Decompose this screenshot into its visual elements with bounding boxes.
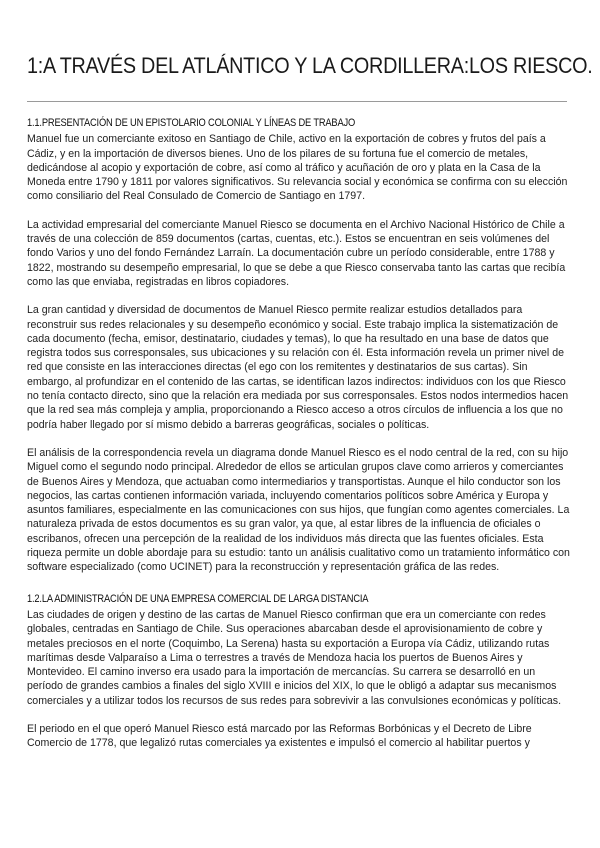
section-heading: 1.2.LA ADMINISTRACIÓN DE UNA EMPRESA COMERCIAL DE LARGA DISTANCIA — [27, 592, 369, 605]
paragraph: La actividad empresarial del comerciante Manuel Riesco se documenta en el Archivo Nacional Histórico de Chile a través de una colección de 859 documentos (cartas, cuentas, etc.). Estos se encuentran en seis volúmenes del fondo Varios y uno del fondo Fernández Larraín. La documentación cubre un período considerable, entre 1788 y 1822, mostrando su desempeño empresarial, lo que se debe a que Riesco conservaba tanto las cartas que recibía como las que enviaba, registradas en libros copiadores. — [27, 218, 566, 288]
document-body — [27, 116, 572, 765]
paragraph: La gran cantidad y diversidad de documentos de Manuel Riesco permite realizar estudios detallados para reconstruir sus redes relacionales y su desempeño económico y social. Este trabajo implica la sistematización de cada documento (fecha, emisor, destinatario, ciudades y temas), lo que ha resultado en una base de datos que registra todos sus corresponsales, sus ubicaciones y su relación con él. Esta información revela un primer nivel de red que consiste en las interacciones directas (el ego con los remitentes y destinatarios de sus cartas). Sin embargo, al profundizar en el contenido de las cartas, se identifican lazos indirectos: individuos con los que Riesco no tenía contacto directo, sino que la relación era mediada por sus corresponsales. Estos nodos intermedios hacen que la red sea más compleja y amplia, proporcionando a Riesco acceso a otros círculos de influencia a los que no podría haber llegado por sí mismo debido a barreras geográficas, sociales o políticas. — [27, 304, 569, 431]
paragraph: Las ciudades de origen y destino de las cartas de Manuel Riesco confirman que era un comerciante con redes globales, centradas en Santiago de Chile. Sus operaciones abarcaban desde el aprovisionamiento de cobre y metales preciosos en el norte (Coquimbo, La Serena) hasta su exportación a Europa vía Cádiz, utilizando rutas marítimas desde Valparaíso a Lima o terrestres a través de Mendoza hacia los puertos de Buenos Aires y Montevideo. El camino inverso era usado para la importación de mercancías. Su carrera se desarrolló en un período de grandes cambios a finales del siglo XVIII e inicios del XIX, lo que le obligó a adaptar sus mecanismos comerciales y a utilizar todos los recursos de sus redes para sobrevivir a las convulsiones económicas y políticas. — [27, 608, 562, 707]
section-heading: 1.1.PRESENTACIÓN DE UN EPISTOLARIO COLONIAL Y LÍNEAS DE TRABAJO — [27, 117, 356, 129]
paragraph: Manuel fue un comerciante exitoso en Santiago de Chile, activo en la exportación de cobres y frutos del país a Cádiz, y en la importación de diversos bienes. Uno de los pilares de su fortuna fue el comercio de metales, dedicándose al acopio y exportación de cobre, así como al tráfico y acuñación de oro y plata en la Casa de la Moneda entre 1790 y 1811 por valores significativos. Su relevancia social y económica se confirma con su elección como consiliario del Real Consulado de Comercio de Santiago en 1797. — [27, 133, 568, 203]
title-divider — [27, 101, 567, 102]
paragraph: El periodo en el que operó Manuel Riesco está marcado por las Reformas Borbónicas y el Decreto de Libre Comercio de 1778, que legalizó rutas comerciales ya existentes e impulsó el comercio al habilitar puertos y — [27, 722, 532, 750]
paragraph: El análisis de la correspondencia revela un diagrama donde Manuel Riesco es el nodo central de la red, con su hijo Miguel como el segundo nodo principal. Alrededor de ellos se articulan grupos clave como arrieros y comerciantes de Buenos Aires y Mendoza, que actuaban como intermediarios y transportistas. Aunque el hilo conductor son los negocios, las cartas contienen información variada, incluyendo comentarios políticos sobre América y Europa y asuntos familiares, especialmente en las comunicaciones con sus hijos, que fungían como agentes comerciales. La naturaleza privada de estos documentos es su gran valor, ya que, al estar libres de la influencia de oficiales o escribanos, ofrecen una percepción de la realidad de los individuos más directa que las fuentes oficiales. Esta riqueza permite un doble abordaje para su estudio: tanto un análisis cualitativo como un tratamiento informático con software especializado (como UCINET) para la reconstrucción y representación gráfica de las redes. — [27, 446, 570, 574]
document-title: 1:A TRAVÉS DEL ATLÁNTICO Y LA CORDILLERA:LOS RIESCO. — [27, 53, 593, 78]
